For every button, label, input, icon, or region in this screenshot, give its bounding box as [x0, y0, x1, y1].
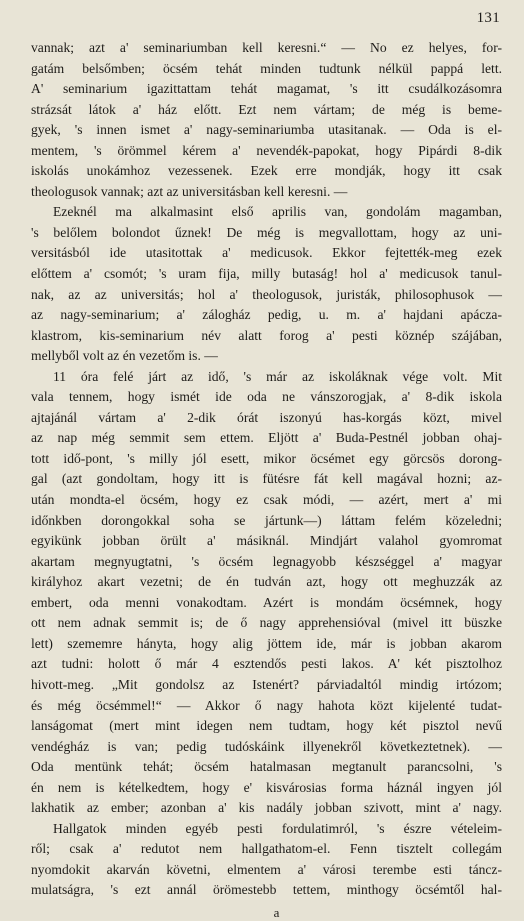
text-line: Ezeknél ma alkalmasint első aprilis van, gondolám magamban, — [53, 204, 502, 220]
text-line: tott idő-pont, 's milly jól esett, mikor öcsémet egy görcsös dorong- — [31, 450, 502, 466]
text-line: időnkben dorongokkal soha se jártunk—) láttam felém közeledni; — [31, 512, 502, 528]
text-line: nyomdokit akarván követni, elmentem a' városi terembe esti táncz- — [31, 861, 502, 877]
text-line: után mondta-el öcsém, hogy ez csak módi, — azért, mert a' mi — [31, 492, 502, 508]
text-line: 's belőlem bolondot űznek! De még is megvallottam, hogy az uni- — [31, 224, 502, 240]
text-line: 11 óra felé járt az idő, 's már az iskoláknak vége volt. Mit — [53, 368, 502, 384]
text-line: lakhatik az ember; azonban a' kis nadály jobban szivott, mint a' nagy. — [31, 800, 502, 816]
text-line: én nem is kételkedtem, hogy e' kisvárosias forma háznál ingyen jól — [31, 779, 502, 795]
text-line: ott nem adnak semmit is; de ő nagy apprehensióval (mivel itt büszke — [31, 615, 502, 631]
text-line: vendégház is van; pedig tudóskáink illyenekről következtetnek). — — [31, 738, 502, 754]
text-line: akartam megnyugtatni, 's öcsém legnagyobb készséggel a' magyar — [31, 553, 502, 569]
text-line: strázsát látok a' ház előtt. Ezt nem vártam; de még is beme- — [31, 101, 502, 117]
text-line: egyikünk jobban örült a' másiknál. Mindjárt valahol gyomromat — [31, 533, 502, 549]
text-line: theologusok vannak; azt az universitásban kell keresni. — — [31, 183, 348, 199]
text-line: versitásból ide utasitottak a' medicusok. Ekkor fejtették-meg ezek — [31, 245, 502, 261]
text-line: gal (azt gondoltam, hogy itt is fütésre fát kell magával hozni; az- — [31, 471, 502, 487]
page-number: 131 — [476, 10, 500, 26]
text-line: királyhoz akart vezetni; de én tudván azt, hogy ott meghuzzák az — [31, 574, 502, 590]
text-line: vannak; azt a' seminariumban kell keresni.“ — No ez helyes, for- — [31, 40, 502, 55]
text-line: A' seminarium igazittattam tehát magamat, 's itt csudálkozásomra — [31, 81, 502, 97]
text-line: hivott-meg. „Mit gondolsz az Istenért? párviadaltól mindig irtózom; — [31, 676, 502, 692]
text-line: gatám belsőmben; öcsém tehát minden tudtunk nélkül pappá lett. — [31, 60, 502, 76]
text-line: embert, oda menni vonakodtam. Azért is mondám öcsémnek, hogy — [31, 594, 502, 610]
signature-mark: a — [273, 904, 280, 920]
text-line: gyek, 's innen ismet a' nagy-seminariumba utasitanak. — Oda is el- — [31, 122, 502, 138]
text-line: iskolás unokámhoz vezessenek. Ezek erre mondják, hogy itt csak — [31, 163, 502, 179]
text-line: előttem a' csomót; 's uram fija, milly butaság! hol a' medicusok tanul- — [31, 266, 502, 282]
text-line: azt tudni: holott ő már 4 esztendős pesti lakos. A' két pisztolhoz — [31, 656, 502, 672]
text-line: klastrom, kis-seminarium név alatt forog a' pesti köznép szájában, — [31, 327, 502, 343]
text-line: mentem, 's örömmel kérem a' nevendék-papokat, hogy Pipárdi 8-dik — [31, 142, 502, 158]
text-line: nak, az az universitás; hol a' theologusok, juristák, philosophusok — — [31, 286, 502, 302]
body-text — [31, 38, 502, 901]
text-line: és még öcsémmel!“ — Akkor ő nagy hahota közt kijelenté tudat- — [31, 697, 502, 713]
text-line: mulatságra, 's ezt annál örömestebb tettem, minthogy öcsémtől hal- — [31, 882, 502, 898]
text-line: ről; csak a' redutot nem hallgathatom-el. Fenn tisztelt collegám — [31, 841, 502, 857]
text-line: Hallgatok minden egyéb pesti fordulatimról, 's észre vételeim- — [53, 820, 502, 836]
text-line: mellyből volt az én vezetőm is. — — [31, 348, 218, 364]
text-line: lett) szememre hányta, hogy alig jöttem ide, már is jobban akarom — [31, 635, 502, 651]
text-line: az nap még semmit sem ettem. Eljött a' Buda-Pestnél jobban ohaj- — [31, 430, 502, 446]
text-line: Oda mentünk tehát; öcsém hatalmasan megtanult parancsolni, 's — [31, 759, 502, 775]
text-line: az nagy-seminarium; a' zálogház pedig, u. m. a' hajdani apácza- — [31, 307, 502, 323]
text-line: ajtajánál vártam a' 2-dik órát iszonyú has-korgás közt, mivel — [31, 409, 502, 425]
text-line: vala tennem, hogy ismét ide oda ne vánszorogjak, a' 8-dik iskola — [31, 389, 502, 405]
text-line: lanságomat (mert mint idegen nem tudtam, hogy két pisztol nevű — [31, 718, 502, 734]
